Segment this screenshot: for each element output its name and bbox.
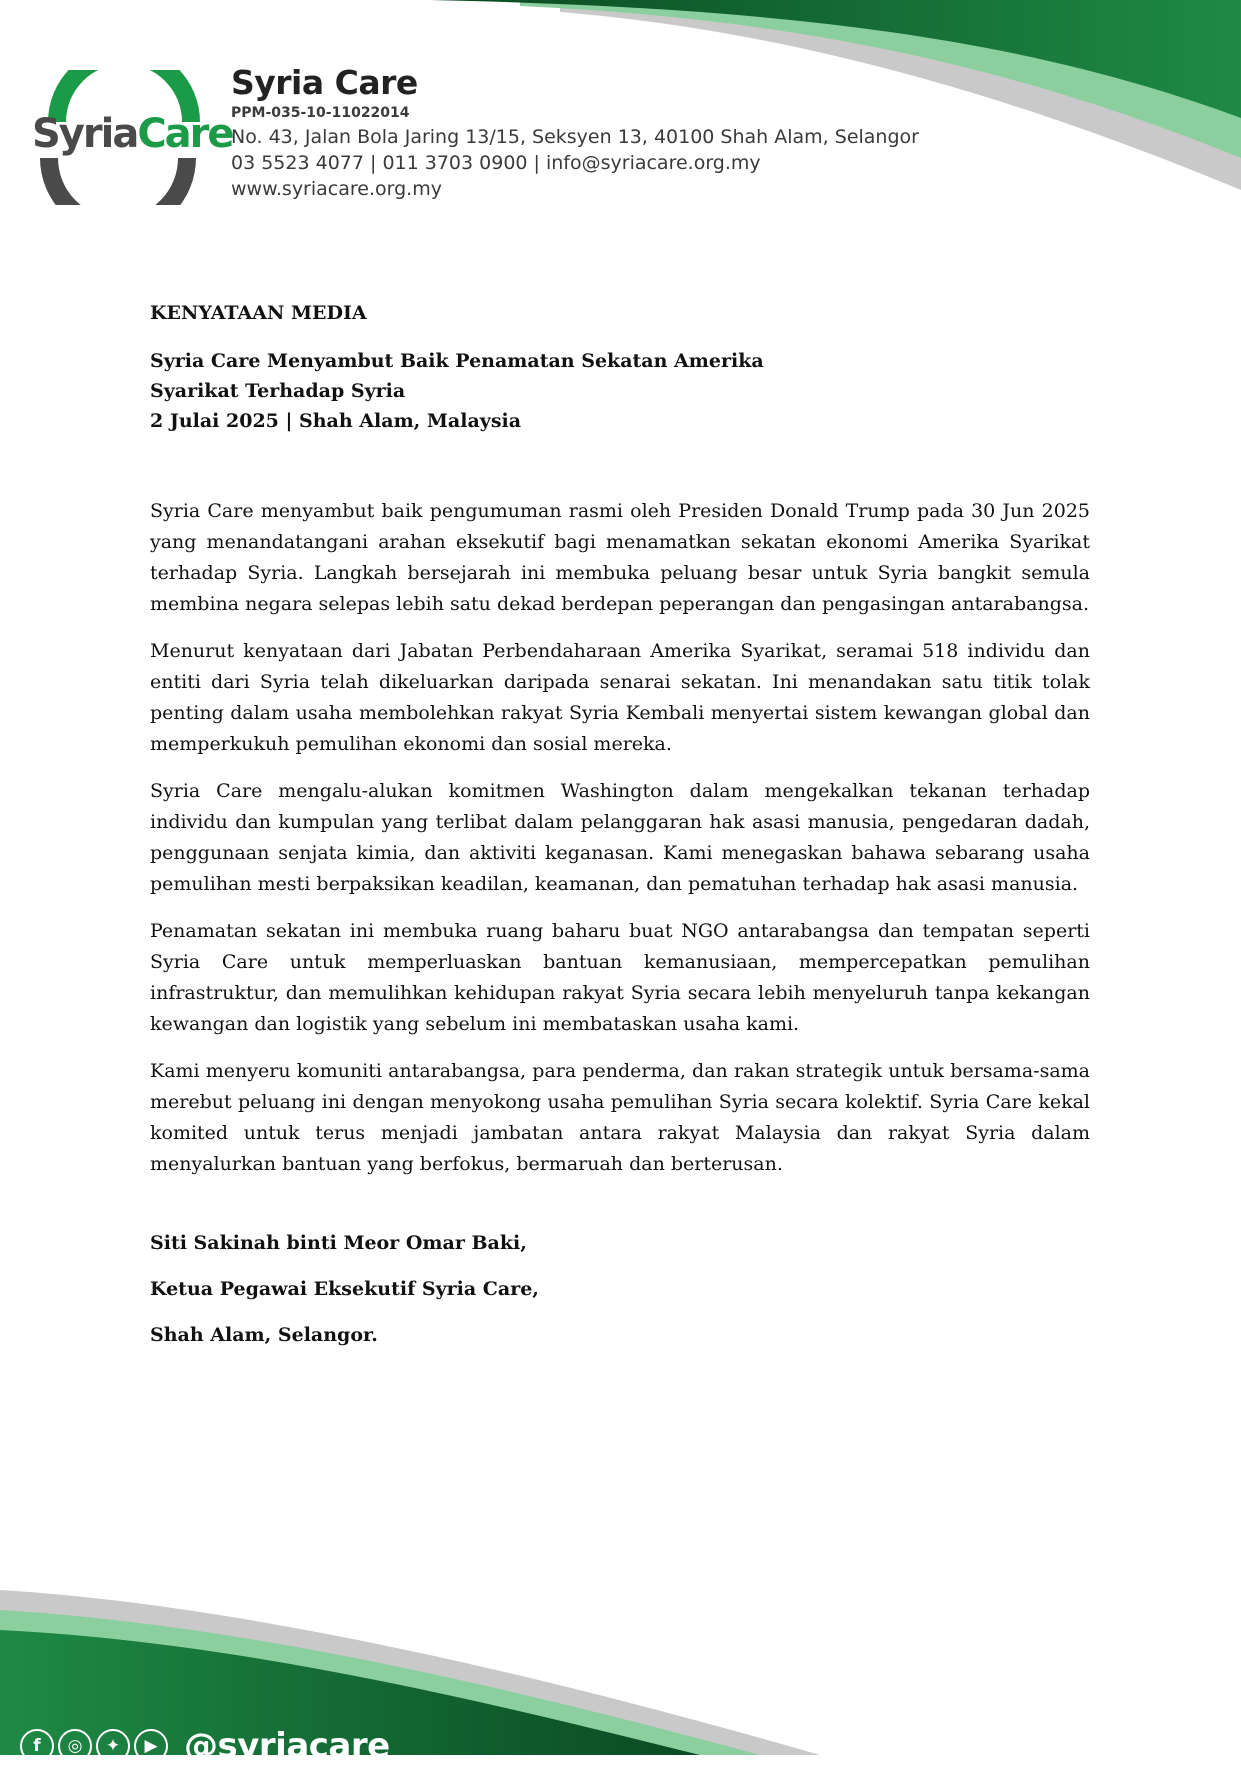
release-kicker: KENYATAAN MEDIA [150, 302, 367, 324]
body-paragraph: Kami menyeru komuniti antarabangsa, para penderma, dan rakan strategik untuk bersama-sama merebut peluang ini dengan menyokong usaha pemulihan Syria secara kolektif. Syria Care kekal komited untuk terus menjadi jambatan antara rakyat Malaysia dan rakyat Syria dalam menyalurkan bantuan yang berfokus, bermaruah dan berterusan. [150, 1060, 1090, 1175]
release-dateline: 2 Julai 2025 | Shah Alam, Malaysia [150, 410, 522, 432]
headline-line-1: Syria Care Menyambut Baik Penamatan Sekatan Amerika [150, 350, 764, 372]
logo-word-care: Care [137, 111, 233, 157]
syria-care-logo [30, 70, 233, 205]
social-bar [20, 1726, 390, 1766]
facebook-icon[interactable]: f [20, 1729, 54, 1763]
social-handle[interactable]: @syriacare [184, 1726, 390, 1766]
instagram-icon[interactable]: ◎ [58, 1729, 92, 1763]
body-paragraph: Penamatan sekatan ini membuka ruang baharu buat NGO antarabangsa dan tempatan seperti Syria Care untuk memperluaskan bantuan kemanusiaan, mempercepatkan pemulihan infrastruktur, dan memulihkan kehidupan rakyat Syria secara lebih menyeluruh tanpa kekangan kewangan dan logistik yang sebelum ini membataskan usaha kami. [150, 920, 1090, 1035]
twitter-icon[interactable]: ✦ [96, 1729, 130, 1763]
org-website[interactable]: www.syriacare.org.my [231, 178, 442, 200]
org-address: No. 43, Jalan Bola Jaring 13/15, Seksyen 13, 40100 Shah Alam, Selangor [231, 126, 919, 148]
release-body [150, 496, 1090, 1180]
press-release [150, 298, 1090, 1366]
org-contact: 03 5523 4077 | 011 3703 0900 | info@syriacare.org.my [231, 152, 761, 174]
body-paragraph: Syria Care mengalu-alukan komitmen Washington dalam mengekalkan tekanan terhadap individu dan kumpulan yang terlibat dalam pelanggaran hak asasi manusia, pengedaran dadah, penggunaan senjata kimia, dan aktiviti keganasan. Kami menegaskan bahawa sebarang usaha pemulihan mesti berpaksikan keadilan, keamanan, dan pematuhan terhadap hak asasi manusia. [150, 780, 1090, 895]
signatory-name: Siti Sakinah binti Meor Omar Baki, [150, 1232, 527, 1254]
youtube-icon[interactable]: ▶ [134, 1729, 168, 1763]
signoff-block [150, 1228, 1090, 1350]
letterhead-details [231, 64, 919, 202]
signatory-location: Shah Alam, Selangor. [150, 1324, 378, 1346]
logo-word-syria: Syria [32, 111, 138, 157]
org-name: Syria Care [231, 63, 418, 102]
org-registration: PPM-035-10-11022014 [231, 105, 410, 121]
body-paragraph: Syria Care menyambut baik pengumuman rasmi oleh Presiden Donald Trump pada 30 Jun 2025 yang menandatangani arahan eksekutif bagi menamatkan sekatan ekonomi Amerika Syarikat terhadap Syria. Langkah bersejarah ini membuka peluang besar untuk Syria bangkit semula membina negara selepas lebih satu dekad berdepan peperangan dan pengasingan antarabangsa. [150, 500, 1090, 615]
headline-line-2: Syarikat Terhadap Syria [150, 380, 406, 402]
release-headline [150, 346, 1090, 406]
body-paragraph: Menurut kenyataan dari Jabatan Perbendaharaan Amerika Syarikat, seramai 518 individu dan entiti dari Syria telah dikeluarkan daripada senarai sekatan. Ini menandakan satu titik tolak penting dalam usaha membolehkan rakyat Syria Kembali menyertai sistem kewangan global dan memperkukuh pemulihan ekonomi dan sosial mereka. [150, 640, 1090, 755]
signatory-title: Ketua Pegawai Eksekutif Syria Care, [150, 1278, 539, 1300]
